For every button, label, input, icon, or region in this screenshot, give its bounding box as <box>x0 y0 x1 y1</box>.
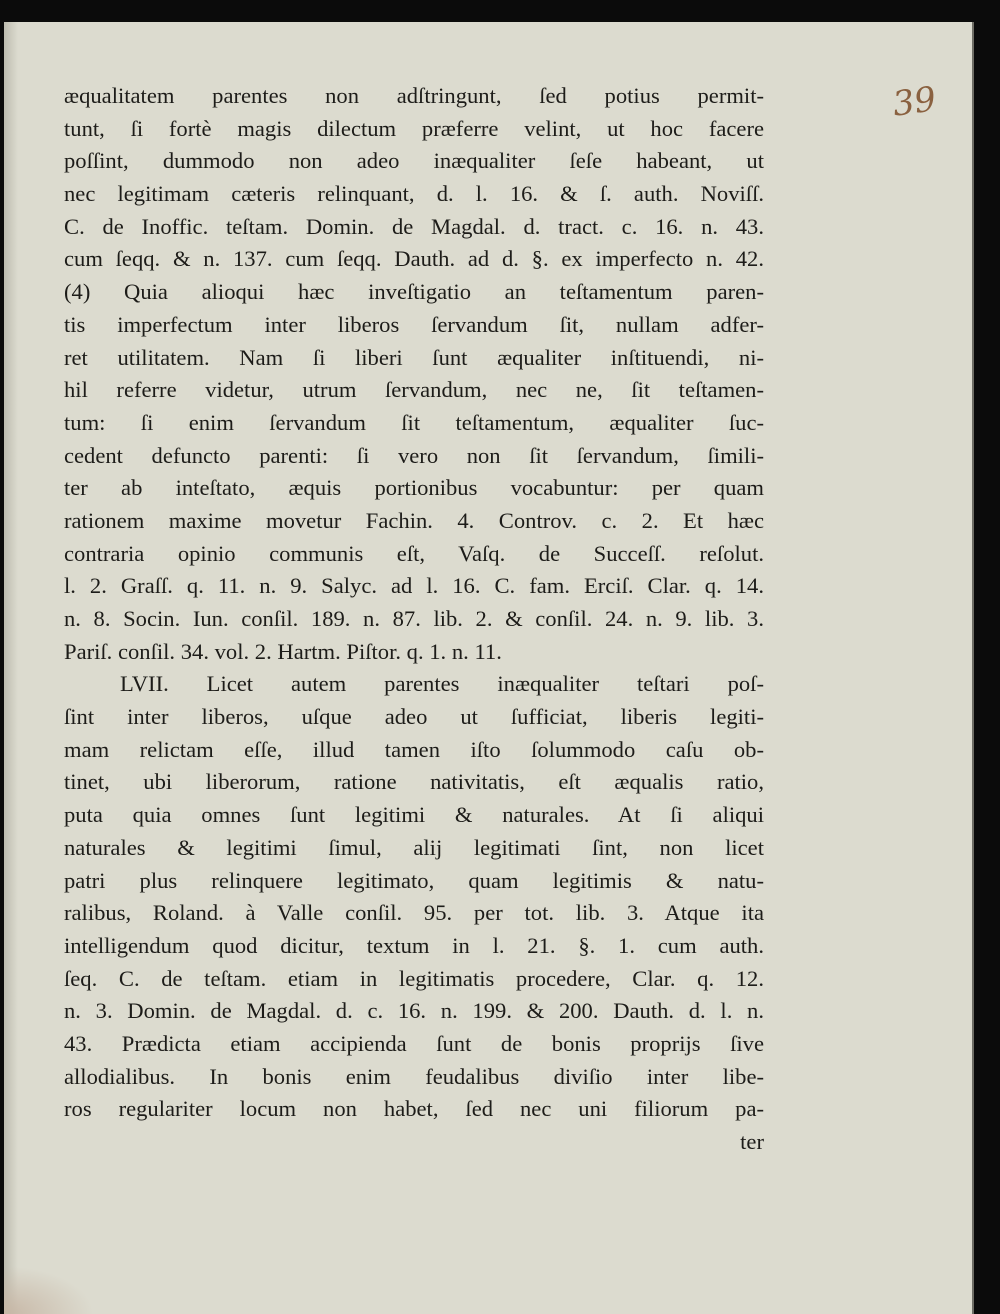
text-line: mam relictam eſſe, illud tamen iſto ſolummodo caſu ob- <box>64 736 764 762</box>
text-line: hil referre videtur, utrum ſervandum, nec ne, ſit teſtamen- <box>64 377 764 403</box>
text-line: tinet, ubi liberorum, ratione nativitatis, eſt æqualis ratio, <box>64 769 764 795</box>
text-line: LVII. Licet autem parentes inæqualiter teſtari poſ- <box>120 671 764 697</box>
text-line: n. 3. Domin. de Magdal. d. c. 16. n. 199. & 200. Dauth. d. l. n. <box>64 998 764 1024</box>
text-line: intelligendum quod dicitur, textum in l. 21. §. 1. cum auth. <box>64 932 764 958</box>
text-line: rationem maxime movetur Fachin. 4. Controv. c. 2. Et hæc <box>64 507 764 533</box>
text-line: æqualitatem parentes non adſtringunt, ſed potius permit- <box>64 83 764 108</box>
text-line: ſint inter liberos, uſque adeo ut ſufficiat, liberis legiti- <box>64 704 764 730</box>
text-line: 43. Prædicta etiam accipienda ſunt de bonis proprijs ſive <box>64 1030 764 1056</box>
text-line: ſeq. C. de teſtam. etiam in legitimatis procedere, Clar. q. 12. <box>64 965 764 991</box>
text-line: patri plus relinquere legitimato, quam legitimis & natu- <box>64 867 764 893</box>
text-line: ralibus, Roland. à Valle conſil. 95. per tot. lib. 3. Atque ita <box>64 900 764 926</box>
page-stain <box>4 1266 94 1314</box>
text-line: tunt, ſi fortè magis dilectum præferre velint, ut hoc facere <box>64 115 764 141</box>
text-line: ret utilitatem. Nam ſi liberi ſunt æqualiter inſtituendi, ni- <box>64 344 764 370</box>
text-line: Pariſ. conſil. 34. vol. 2. Hartm. Piſtor. q. 1. n. 11. <box>64 638 502 664</box>
text-line: allodialibus. In bonis enim feudalibus diviſio inter libe- <box>64 1063 764 1089</box>
text-line: cum ſeqq. & n. 137. cum ſeqq. Dauth. ad d. §. ex imperfecto n. 42. <box>64 246 764 272</box>
page-number: 39 <box>890 79 939 125</box>
text-line: l. 2. Graſſ. q. 11. n. 9. Salyc. ad l. 16. C. fam. Erciſ. Clar. q. 14. <box>64 573 764 599</box>
book-page <box>4 22 974 1314</box>
text-line: cedent defuncto parenti: ſi vero non ſit ſervandum, ſimili- <box>64 442 764 468</box>
text-line: n. 8. Socin. Iun. conſil. 189. n. 87. lib. 2. & conſil. 24. n. 9. lib. 3. <box>64 606 764 631</box>
text-line: puta quia omnes ſunt legitimi & naturales. At ſi aliqui <box>64 802 764 828</box>
text-line: tis imperfectum inter liberos ſervandum ſit, nullam adfer- <box>64 311 764 337</box>
text-line: C. de Inoffic. teſtam. Domin. de Magdal. d. tract. c. 16. n. 43. <box>64 213 764 239</box>
text-line: poſſint, dummodo non adeo inæqualiter ſeſe habeant, ut <box>64 148 764 174</box>
text-line: nec legitimam cæteris relinquant, d. l. 16. & ſ. auth. Noviſſ. <box>64 181 764 207</box>
text-line: ros regulariter locum non habet, ſed nec uni filiorum pa- <box>64 1096 764 1122</box>
text-line: (4) Quia alioqui hæc inveſtigatio an teſtamentum paren- <box>64 279 764 305</box>
text-line: tum: ſi enim ſervandum ſit teſtamentum, æqualiter ſuc- <box>64 409 764 435</box>
text-line: ter ab inteſtato, æquis portionibus vocabuntur: per quam <box>64 475 764 501</box>
text-line: ter <box>740 1129 764 1154</box>
text-line: naturales & legitimi ſimul, alij legitimati ſint, non licet <box>64 834 764 860</box>
text-line: contraria opinio communis eſt, Vaſq. de Succeſſ. reſolut. <box>64 540 764 566</box>
body-text <box>64 80 764 1159</box>
